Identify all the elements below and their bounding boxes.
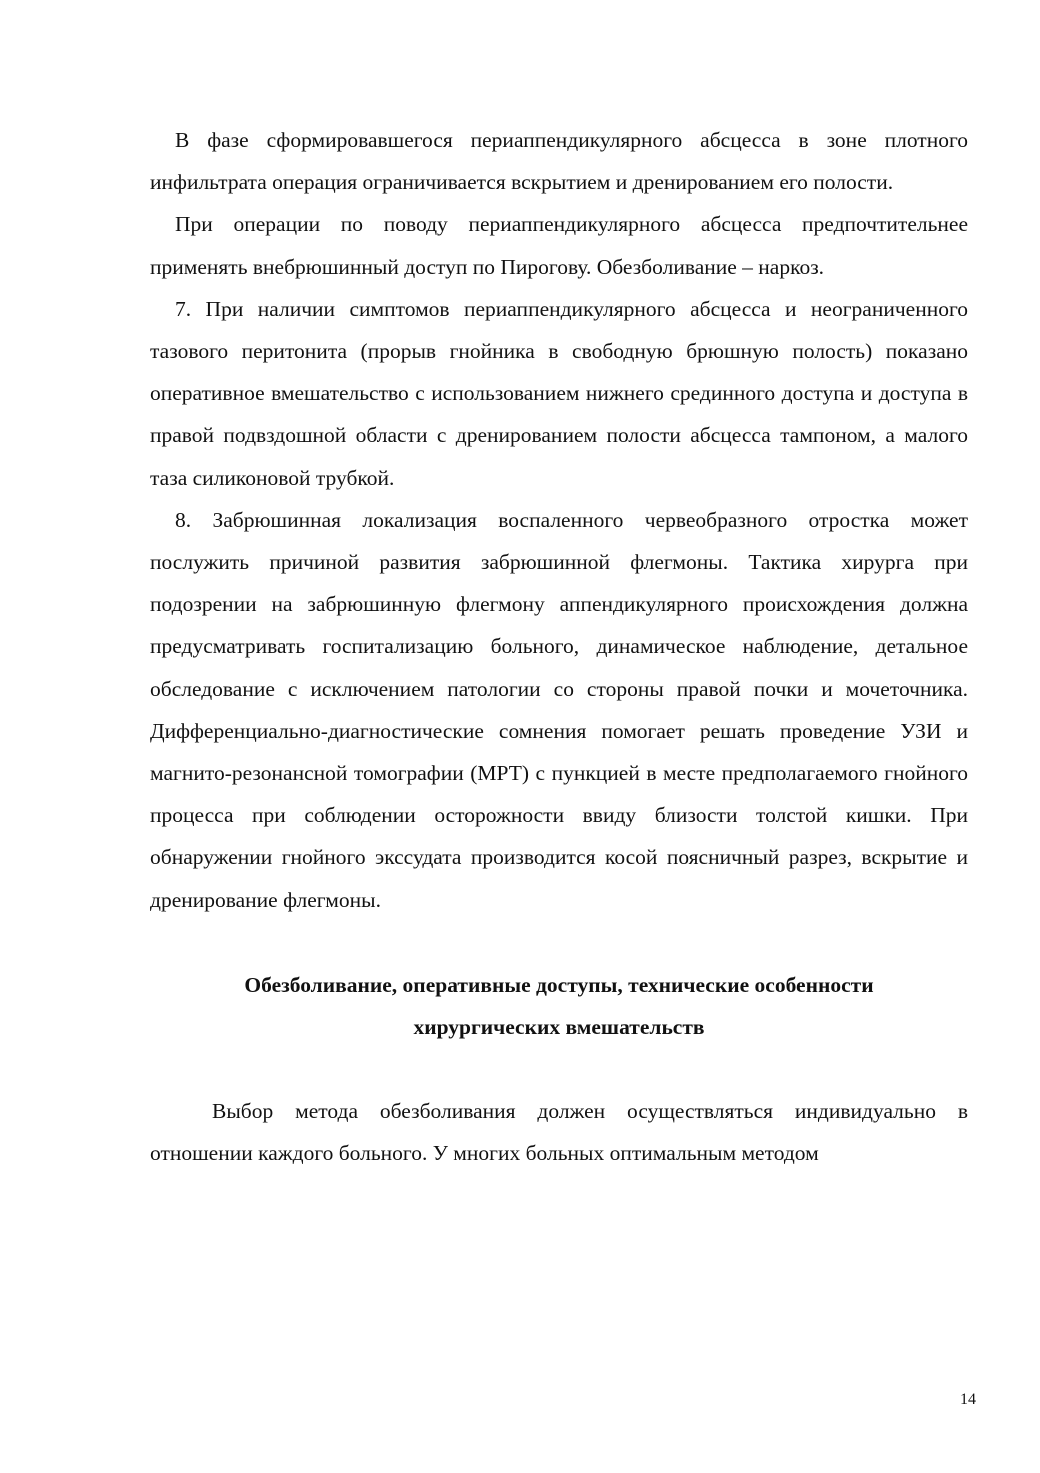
paragraph-item-8: 8. Забрюшинная локализация воспаленного червеобразного отростка может послужить причиной развития забрюшинной флегмоны. Тактика хирурга при подозрении на забрюшинную флегмону аппендикулярного происхождения должна предусматривать госпитализацию больного, динамическое наблюдение, детальное обследование с исключением патологии со стороны правой почки и мочеточника. Дифференциально-диагностические сомнения помогает решать проведение УЗИ и магнито-резонансной томографии (МРТ) с пункцией в месте предполагаемого гнойного процесса при соблюдении осторожности ввиду близости толстой кишки. При обнаружении гнойного экссудата производится косой поясничный разрез, вскрытие и дренирование флегмоны. [150, 507, 968, 912]
paragraph-abscess-phase: В фазе сформировавшегося периаппендикулярного абсцесса в зоне плотного инфильтрата операция ограничивается вскрытием и дренированием его полости. [150, 128, 968, 195]
spacer [150, 921, 968, 964]
section-heading-line-1: Обезболивание, оперативные доступы, технические особенности [244, 972, 874, 997]
paragraph-pirogov-access: При операции по поводу периаппендикулярного абсцесса предпочтительнее применять внебрюшинный доступ по Пирогову. Обезболивание – наркоз. [150, 212, 968, 279]
section-heading-line-2: хирургических вмешательств [413, 1015, 705, 1040]
page-number: 14 [960, 1391, 976, 1408]
spacer [150, 1048, 968, 1090]
section-heading [150, 964, 968, 1048]
paragraph-item-7: 7. При наличии симптомов периаппендикулярного абсцесса и неограниченного тазового перитонита (прорыв гнойника в свободную брюшную полость) показано оперативное вмешательство с использованием нижнего срединного доступа и доступа в правой подвздошной области с дренированием полости абсцесса тампоном, а малого таза силиконовой трубкой. [150, 296, 968, 490]
paragraph-anesthesia-choice: Выбор метода обезболивания должен осуществляться индивидуально в отношении каждого больного. У многих больных оптимальным методом [150, 1099, 968, 1166]
document-page [150, 119, 968, 1175]
